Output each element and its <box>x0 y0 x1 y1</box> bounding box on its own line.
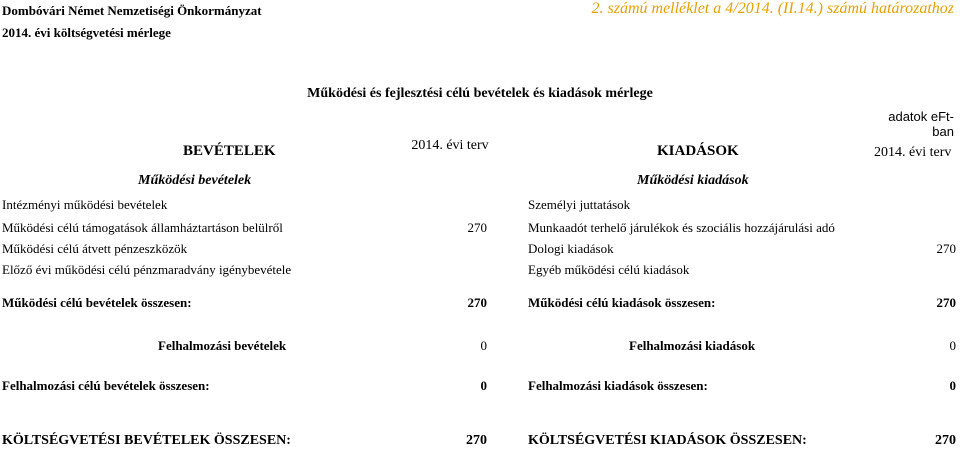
income-column-header: BEVÉTELEK <box>183 143 276 159</box>
operating-income-section: Működési bevételek <box>138 173 252 188</box>
expense-row-label: Dologi kiadások <box>528 241 614 256</box>
grand-income-total-label: KÖLTSÉGVETÉSI BEVÉTELEK ÖSSZESEN: <box>2 433 291 448</box>
capital-income-value: 0 <box>480 338 487 353</box>
capital-expense-total-label: Felhalmozási kiadások összesen: <box>528 378 708 393</box>
plan-column-header-left: 2014. évi terv <box>411 138 489 153</box>
org-line-1: Dombóvári Német Nemzetiségi Önkormányzat <box>2 3 262 18</box>
operating-expense-section: Működési kiadások <box>637 173 749 188</box>
capital-income-total-label: Felhalmozási célú bevételek összesen: <box>2 378 210 393</box>
capital-expense-label: Felhalmozási kiadások <box>629 338 756 353</box>
operating-expense-total-label: Működési célú kiadások összesen: <box>528 295 716 310</box>
operating-expense-total-value: 270 <box>936 295 956 310</box>
capital-income-total-value: 0 <box>480 378 487 393</box>
organization-name <box>2 2 262 42</box>
unit-note: adatok eFt-ban <box>888 109 954 139</box>
income-row-value: 270 <box>467 220 487 235</box>
capital-expense-total-value: 0 <box>949 378 956 393</box>
capital-income-label: Felhalmozási bevételek <box>158 338 287 353</box>
income-row-label: Intézményi működési bevételek <box>2 197 168 212</box>
capital-expense-value: 0 <box>949 338 956 353</box>
org-line-2: 2014. évi költségvetési mérlege <box>2 25 171 40</box>
grand-expense-total-label: KÖLTSÉGVETÉSI KIADÁSOK ÖSSZESEN: <box>528 433 807 448</box>
income-row-label: Működési célú átvett pénzeszközök <box>2 241 188 256</box>
income-row-label: Előző évi működési célú pénzmaradvány igénybevétele <box>2 262 292 277</box>
page-title: Működési és fejlesztési célú bevételek és kiadások mérlege <box>307 86 653 101</box>
plan-column-header-right: 2014. évi terv <box>874 145 952 160</box>
grand-expense-total-value: 270 <box>935 433 956 448</box>
expense-row-label: Munkaadót terhelő járulékok és szociális hozzájárulási adó <box>528 220 835 235</box>
expense-column-header: KIADÁSOK <box>657 143 739 159</box>
operating-income-total-label: Működési célú bevételek összesen: <box>2 295 192 310</box>
expense-row-label: Egyéb működési célú kiadások <box>528 262 690 277</box>
expense-row-label: Személyi juttatások <box>528 197 631 212</box>
grand-income-total-value: 270 <box>466 433 487 448</box>
income-row-label: Működési célú támogatások államháztartáson belülről <box>2 220 283 235</box>
operating-income-total-value: 270 <box>467 295 487 310</box>
expense-row-value: 270 <box>936 241 956 256</box>
annex-reference: 2. számú melléklet a 4/2014. (II.14.) számú határozathoz <box>591 0 954 17</box>
